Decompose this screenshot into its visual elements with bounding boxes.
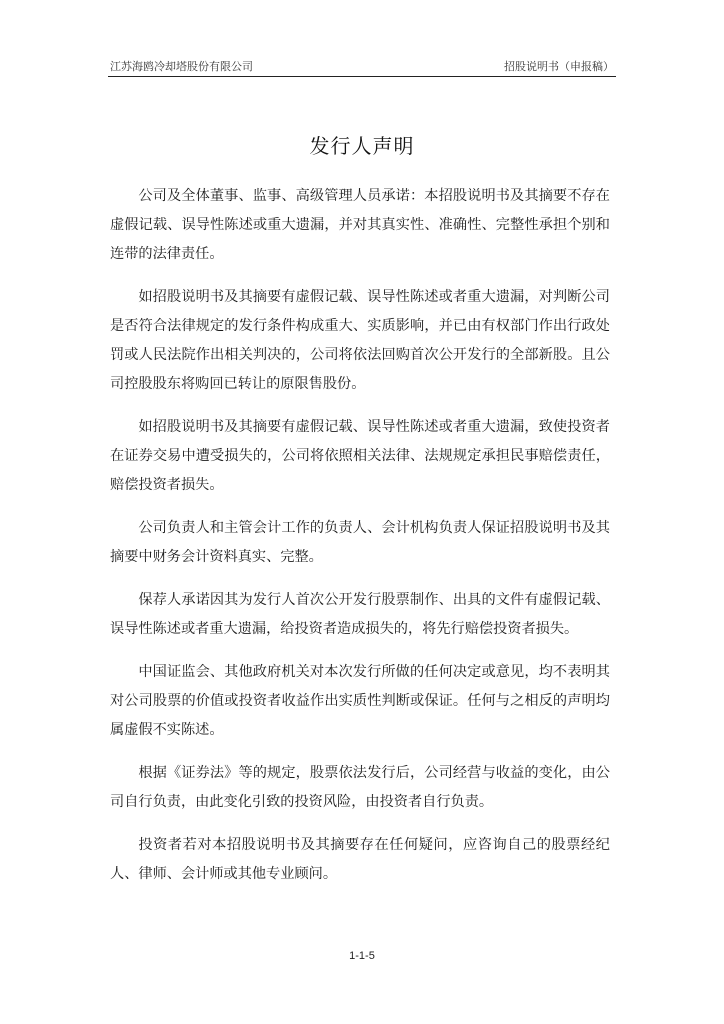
paragraph-sponsor-commitment: 保荐人承诺因其为发行人首次公开发行股票制作、出具的文件有虚假记载、误导性陈述或者重大遗漏，给投资者造成损失的，将先行赔偿投资者损失。 [110, 592, 610, 637]
paragraph-investor-compensation: 如招股说明书及其摘要有虚假记载、误导性陈述或者重大遗漏，致使投资者在证券交易中遭受损失的，公司将依照相关法律、法规规定承担民事赔偿责任，赔偿投资者损失。 [110, 419, 610, 493]
paragraph-share-repurchase: 如招股说明书及其摘要有虚假记载、误导性陈述或者重大遗漏，对判断公司是否符合法律规定的发行条件构成重大、实质影响，并已由有权部门作出行政处罚或人民法院作出相关判决的，公司将依法回购首次公开发行的全部新股。且公司控股股东将购回已转让的原限售股份。 [110, 289, 610, 392]
page-number: 1-1-5 [349, 950, 375, 962]
header-document-type: 招股说明书（申报稿） [504, 60, 614, 73]
statement-body [110, 182, 610, 903]
page-title: 发行人声明 [309, 134, 415, 158]
header-company-name: 江苏海鸥冷却塔股份有限公司 [110, 60, 253, 73]
paragraph-financial-accuracy: 公司负责人和主管会计工作的负责人、会计机构负责人保证招股说明书及其摘要中财务会计资料真实、完整。 [110, 520, 610, 565]
paragraph-director-commitment: 公司及全体董事、监事、高级管理人员承诺：本招股说明书及其摘要不存在虚假记载、误导性陈述或重大遗漏，并对其真实性、准确性、完整性承担个别和连带的法律责任。 [110, 188, 610, 262]
paragraph-csrc-disclaimer: 中国证监会、其他政府机关对本次发行所做的任何决定或意见，均不表明其对公司股票的价值或投资者收益作出实质性判断或保证。任何与之相反的声明均属虚假不实陈述。 [110, 664, 610, 738]
page-header [108, 56, 616, 77]
paragraph-consult-advisers: 投资者若对本招股说明书及其摘要存在任何疑问，应咨询自己的股票经纪人、律师、会计师或其他专业顾问。 [110, 837, 610, 882]
paragraph-investment-risk: 根据《证券法》等的规定，股票依法发行后，公司经营与收益的变化，由公司自行负责，由此变化引致的投资风险，由投资者自行负责。 [110, 765, 610, 810]
